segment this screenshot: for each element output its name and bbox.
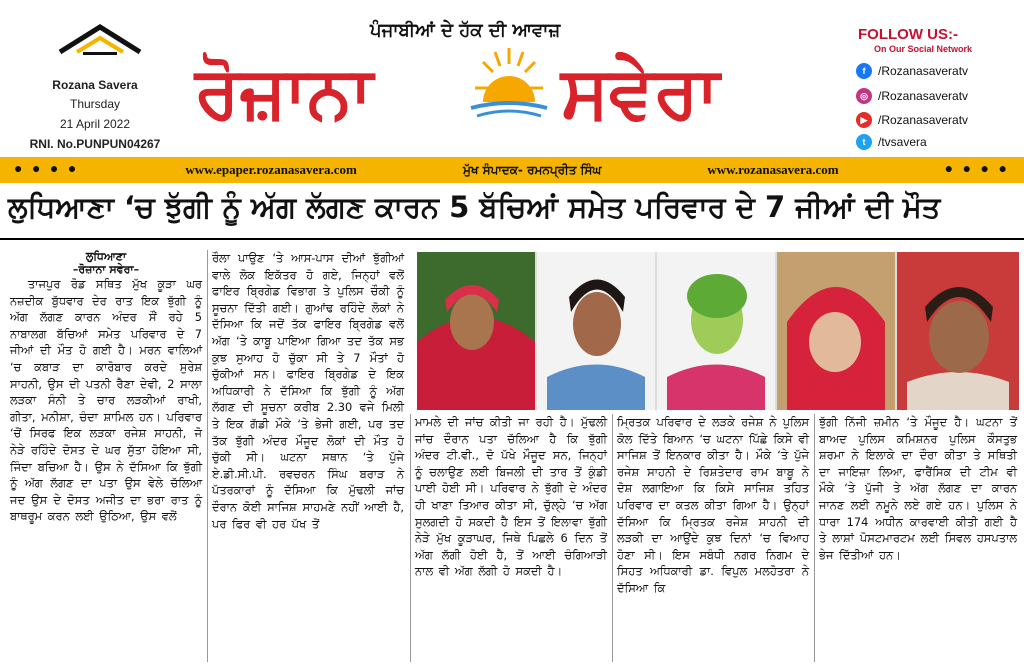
issue-date: 21 April 2022 bbox=[59, 117, 131, 131]
masthead-title-left: ਰੋਜ਼ਾਨਾ bbox=[195, 50, 373, 134]
youtube-icon: ▶ bbox=[856, 112, 872, 128]
follow-us-subheading: On Our Social Network bbox=[874, 44, 973, 54]
masthead-title bbox=[195, 12, 815, 147]
social-handle: /Rozanasaveratv bbox=[878, 89, 969, 103]
victim-photo bbox=[537, 252, 655, 410]
facebook-icon: f bbox=[856, 63, 872, 79]
tagline: ਪੰਜਾਬੀਆਂ ਦੇ ਹੱਕ ਦੀ ਆਵਾਜ਼ bbox=[370, 20, 561, 41]
article-column-5: ਝੁੱਗੀ ਨਿੱਜੀ ਜ਼ਮੀਨ ‘ਤੇ ਮੌਜੂਦ ਹੈ। ਘਟਨਾ ਤੋਂ ਬਾਅਦ ਪੁਲਿਸ ਕਮਿਸ਼ਨਰ ਪੁਲਿਸ ਕੌਸਤੁਭ ਸ਼ਰਮਾ ਨੇ ਇਲਾਕੇ ਦਾ ਦੌਰਾ ਕੀਤਾ ਤੇ ਸਥਿਤੀ ਦਾ ਜਾਇਜ਼ਾ ਲਿਆ, ਫਾਰੈਂਸਿਕ ਦੀ ਟੀਮ ਵੀ ਮੌਕੇ ‘ਤੇ ਪੁੱਜੀ ਤੇ ਅੱਗ ਲੱਗਣ ਦਾ ਕਾਰਨ ਜਾਨਣ ਲਈ ਨਮੂਨੇ ਲਏ ਗਏ ਹਨ। ਪੁਲਿਸ ਨੇ ਧਾਰਾ 174 ਅਧੀਨ ਕਾਰਵਾਈ ਕੀਤੀ ਗਈ ਹੈ ਤੇ ਲਾਸ਼ਾਂ ਪੋਸਟਮਾਰਟਮ ਲਈ ਸਿਵਲ ਹਸਪਤਾਲ ਭੇਜ ਦਿੱਤੀਆਂ ਹਨ। bbox=[819, 415, 1017, 562]
social-handle: /tvsavera bbox=[878, 135, 927, 149]
column-divider bbox=[612, 414, 613, 662]
article-text: ਤਾਜਪੁਰ ਰੋਡ ਸਥਿਤ ਮੁੱਖ ਕੂੜਾ ਘਰ ਨਜ਼ਦੀਕ ਬੁੱਧਵਾਰ ਦੇਰ ਰਾਤ ਇਕ ਝੁੱਗੀ ਨੂੰ ਅੱਗ ਲੱਗਣ ਕਾਰਨ ਅੰਦਰ ਸੌਂ ਰਹੇ 5 ਨਾਬਾਲਗ ਬੱਚਿਆਂ ਸਮੇਤ ਪਰਿਵਾਰ ਦੇ 7 ਜੀਆਂ ਦੀ ਮੌਤ ਹੋ ਗਈ ਹੈ। ਮਰਨ ਵਾਲਿਆਂ ‘ਚ ਕਬਾੜ ਦਾ ਕਾਰੋਬਾਰ ਕਰਦੇ ਸੁਰੇਸ਼ ਸਾਹਨੀ, ਉਸ ਦੀ ਪਤਨੀ ਰੈਣਾ ਦੇਵੀ, 2 ਸਾਲਾ ਲੜਕਾ ਸੰਨੀ ਤੇ ਚਾਰ ਲੜਕੀਆਂ ਰਾਖੀ, ਗੀਤਾ, ਮਨੀਸ਼ਾ, ਚੰਦਾ ਸ਼ਾਮਿਲ ਹਨ। ਪਰਿਵਾਰ ‘ਚੋਂ ਸਿਰਫ ਇਕ ਲੜਕਾ ਰਜੇਸ਼ ਸਾਹਨੀ, ਜੋ ਨੇੜੇ ਰਹਿੰਦੇ ਦੋਸਤ ਦੇ ਘਰ ਸੁੱਤਾ ਹੋਇਆ ਸੀ, ਜਿੰਦਾ ਬਚਿਆ ਹੈ। ਉਸ ਨੇ ਦੱਸਿਆ ਕਿ ਝੁੱਗੀ ਨੂੰ ਅੱਗ ਲੱਗਣ ਦਾ ਪਤਾ ਉਸ ਵੇਲੇ ਚੱਲਿਆ ਜਦ ਉਸ ਦੇ ਦੋਸਤ ਅਜੀਤ ਦਾ ਭਰਾ ਰਾਤ ਨੂੰ ਬਾਥਰੂਮ ਕਰਨ ਲਈ ਉਠਿਆ, ਉਸ ਵਲੋਂ bbox=[10, 277, 202, 524]
social-instagram[interactable] bbox=[856, 88, 968, 104]
social-youtube[interactable] bbox=[856, 112, 968, 128]
social-handle: /Rozanasaveratv bbox=[878, 64, 969, 78]
column-divider bbox=[410, 414, 411, 662]
social-facebook[interactable] bbox=[856, 63, 968, 79]
article-column-2: ਰੌਲਾ ਪਾਉਣ ‘ਤੇ ਆਸ-ਪਾਸ ਦੀਆਂ ਝੁੱਗੀਆਂ ਵਾਲੇ ਲੋਕ ਇਕੱਤਰ ਹੋ ਗਏ, ਜਿਨ੍ਹਾਂ ਵਲੋਂ ਫਾਇਰ ਬ੍ਰਿਗੇਡ ਵਿਭਾਗ ਤੇ ਪੁਲਿਸ ਚੌਕੀ ਨੂੰ ਸੂਚਨਾ ਦਿੱਤੀ ਗਈ। ਗੁਆਂਢ ਰਹਿੰਦੇ ਲੋਕਾਂ ਨੇ ਦੱਸਿਆ ਕਿ ਜਦੋਂ ਤੱਕ ਫਾਇਰ ਬ੍ਰਿਗੇਡ ਵਲੋਂ ਅੱਗ ‘ਤੇ ਕਾਬੂ ਪਾਇਆ ਗਿਆ ਤਦ ਤੱਕ ਸਭ ਕੁਝ ਸੁਆਹ ਹੋ ਚੁੱਕਾ ਸੀ ਤੇ 7 ਮੌਤਾਂ ਹੋ ਚੁੱਕੀਆਂ ਸਨ। ਫਾਇਰ ਬ੍ਰਿਗੇਡ ਦੇ ਇਕ ਅਧਿਕਾਰੀ ਨੇ ਦੱਸਿਆ ਕਿ ਝੁੱਗੀ ਨੂੰ ਅੱਗ ਲੱਗਣ ਦੀ ਸੂਚਨਾ ਕਰੀਬ 2.30 ਵਜੇ ਮਿਲੀ ਤੇ ਇਕ ਗੱਡੀ ਮੌਕੇ ‘ਤੇ ਭੇਜੀ ਗਈ, ਪਰ ਤਦ ਤੱਕ ਝੁੱਗੀ ਅੰਦਰ ਮੌਜੂਦ ਲੋਕਾਂ ਦੀ ਮੌਤ ਹੋ ਚੁੱਕੀ ਸੀ। ਘਟਨਾ ਸਥਾਨ ‘ਤੇ ਪੁੱਜੇ ਏ.ਡੀ.ਸੀ.ਪੀ. ਰਵਚਰਨ ਸਿੰਘ ਬਰਾੜ ਨੇ ਪੱਤਰਕਾਰਾਂ ਨੂੰ ਦੱਸਿਆ ਕਿ ਮੁੱਢਲੀ ਜਾਂਚ ਦੌਰਾਨ ਕੋਈ ਸਾਜਿਸ਼ ਸਾਹਮਣੇ ਨਹੀਂ ਆਈ ਹੈ, ਪਰ ਫਿਰ ਵੀ ਹਰ ਪੱਖ ਤੋਂ bbox=[212, 251, 404, 531]
follow-us-heading: FOLLOW US:- bbox=[858, 26, 958, 43]
victim-photo bbox=[657, 252, 775, 410]
victim-photo bbox=[417, 252, 535, 410]
headline: ਲੁਧਿਆਣਾ ‘ਚ ਝੁੱਗੀ ਨੂੰ ਅੱਗ ਲੱਗਣ ਕਾਰਨ 5 ਬੱਚਿਆਂ ਸਮੇਤ ਪਰਿਵਾਰ ਦੇ 7 ਜੀਆਂ ਦੀ ਮੌਤ bbox=[8, 190, 941, 224]
article-column-3: ਮਾਮਲੇ ਦੀ ਜਾਂਚ ਕੀਤੀ ਜਾ ਰਹੀ ਹੈ। ਮੁੱਢਲੀ ਜਾਂਚ ਦੌਰਾਨ ਪਤਾ ਚੱਲਿਆ ਹੈ ਕਿ ਝੁੱਗੀ ਅੰਦਰ ਟੀ.ਵੀ., ਦੋ ਪੱਖੇ ਮੌਜੂਦ ਸਨ, ਜਿਨ੍ਹਾਂ ਨੂੰ ਚਲਾਉਣ ਲਈ ਬਿਜਲੀ ਦੀ ਤਾਰ ਤੋਂ ਕੁੰਡੀ ਪਾਈ ਹੋਈ ਸੀ। ਪਰਿਵਾਰ ਨੇ ਝੁੱਗੀ ਦੇ ਅੰਦਰ ਹੀ ਖਾਣਾ ਤਿਆਰ ਕੀਤਾ ਸੀ, ਚੁੱਲ੍ਹੇ ‘ਚ ਅੱਗ ਸੁਲਗਦੀ ਹੋ ਸਕਦੀ ਹੈ ਇਸ ਤੋਂ ਇਲਾਵਾ ਝੁੱਗੀ ਨੇੜੇ ਮੁੱਖ ਕੂੜਾਘਰ, ਜਿਥੇ ਪਿਛਲੇ 6 ਦਿਨ ਤੋਂ ਅੱਗ ਲੱਗੀ ਹੋਈ ਹੈ, ਤੋਂ ਆਈ ਚੰਗਿਆੜੀ ਨਾਲ ਵੀ ਅੱਗ ਲੱਗੀ ਹੋ ਸਕਦੀ ਹੈ। bbox=[415, 415, 607, 579]
bar-dots-left: ● ● ● ● bbox=[14, 162, 80, 177]
website-link[interactable]: www.rozanasavera.com bbox=[707, 162, 839, 177]
victims-photo-strip bbox=[417, 252, 1019, 410]
house-logo-icon bbox=[55, 22, 145, 72]
instagram-icon: ◎ bbox=[856, 88, 872, 104]
victim-photo bbox=[777, 252, 895, 410]
chief-editor: ਮੁੱਖ ਸੰਪਾਦਕ- ਰਮਨਪ੍ਰੀਤ ਸਿੰਘ bbox=[462, 162, 602, 177]
epaper-link[interactable]: www.epaper.rozanasavera.com bbox=[185, 162, 357, 177]
social-handle: /Rozanasaveratv bbox=[878, 113, 969, 127]
logo-text: Rozana Savera bbox=[52, 78, 138, 92]
article-column-1 bbox=[10, 250, 202, 525]
dateline-place: ਲੁਧਿਆਣਾ bbox=[85, 250, 127, 263]
victim-photo bbox=[897, 252, 1019, 410]
social-twitter[interactable] bbox=[856, 134, 927, 150]
masthead-title-right: ਸਵੇਰਾ bbox=[561, 50, 720, 134]
info-bar bbox=[0, 157, 1024, 183]
bar-dots-right: ● ● ● ● bbox=[944, 162, 1010, 177]
article-column-4: ਮ੍ਰਿਤਕ ਪਰਿਵਾਰ ਦੇ ਲੜਕੇ ਰਜੇਸ਼ ਨੇ ਪੁਲਿਸ ਕੋਲ ਦਿੱਤੇ ਬਿਆਨ ‘ਚ ਘਟਨਾ ਪਿੱਛੇ ਕਿਸੇ ਵੀ ਸਾਜਿਸ਼ ਤੋਂ ਇਨਕਾਰ ਕੀਤਾ ਹੈ। ਮੌਕੇ ‘ਤੇ ਪੁੱਜੇ ਰਜੇਸ਼ ਸਾਹਨੀ ਦੇ ਰਿਸ਼ਤੇਦਾਰ ਰਾਮ ਬਾਬੂ ਨੇ ਦੋਸ਼ ਲਗਾਇਆ ਕਿ ਕਿਸੇ ਸਾਜਿਸ਼ ਤਹਿਤ ਪਰਿਵਾਰ ਦਾ ਕਤਲ ਕੀਤਾ ਗਿਆ ਹੈ। ਉਨ੍ਹਾਂ ਦੱਸਿਆ ਕਿ ਮ੍ਰਿਤਕ ਰਜੇਸ਼ ਸਾਹਨੀ ਦੀ ਲੜਕੀ ਦਾ ਆਉਂਦੇ ਕੁਝ ਦਿਨਾਂ ‘ਚ ਵਿਆਹ ਹੋਣਾ ਸੀ। ਇਸ ਸਬੰਧੀ ਨਗਰ ਨਿਗਮ ਦੇ ਸਿਹਤ ਅਧਿਕਾਰੀ ਡਾ. ਵਿਪੁਲ ਮਲਹੋਤਰਾ ਨੇ ਦੱਸਿਆ ਕਿ bbox=[617, 415, 809, 595]
dateline-agency: –ਰੋਜ਼ਾਨਾ ਸਵੇਰਾ– bbox=[72, 263, 140, 276]
headline-rule bbox=[0, 238, 1024, 240]
column-divider bbox=[207, 250, 208, 662]
column-divider bbox=[814, 414, 815, 662]
twitter-icon: t bbox=[856, 134, 872, 150]
sun-icon bbox=[463, 42, 555, 134]
rni-number: RNI. No.PUNPUN04267 bbox=[29, 137, 161, 151]
issue-day: Thursday bbox=[69, 97, 121, 111]
